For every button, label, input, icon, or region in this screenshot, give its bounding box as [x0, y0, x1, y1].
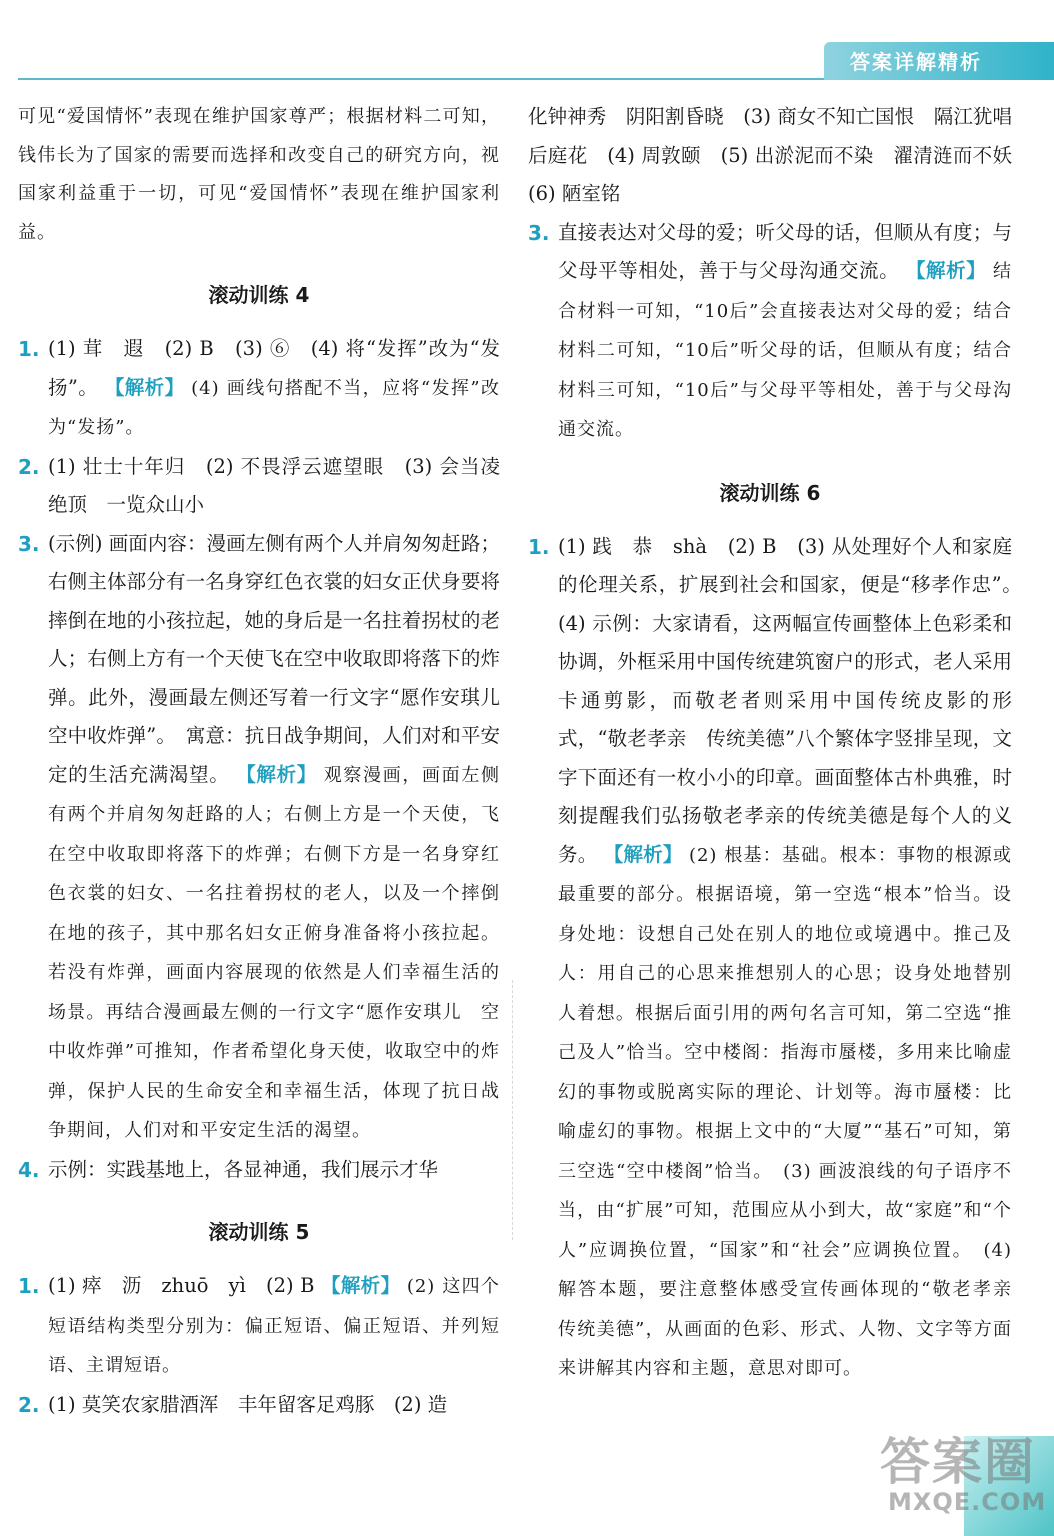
analysis-tag: 【解析】: [905, 259, 987, 282]
item-answer: (1) 莫笑农家腊酒浑 丰年留客足鸡豚 (2) 造: [48, 1392, 448, 1416]
watermark-logo: [870, 1420, 1050, 1530]
item-number: 3.: [528, 220, 550, 245]
analysis-text: 结合材料一可知，“10后”会直接表达对父母的爱；结合材料二可知，“10后”听父母的话，但顺从有度；结合材料三可知，“10后”与父母平等相处，善于与父母沟通交流。: [558, 261, 1012, 440]
answer-item: [18, 525, 520, 1151]
item-number: 3.: [18, 531, 40, 556]
analysis-tag: 【解析】: [321, 1274, 401, 1297]
item-answer: (示例) 画面内容：漫画左侧有两个人并肩匆匆赶路；右侧主体部分有一名身穿红色衣裳的妇女正伏身要将摔倒在地的小孩拉起，她的身后是一名拄着拐杖的老人；右侧上方有一个天使飞在空中收取即将落下的炸弹。此外，漫画最左侧还写着一行文字“愿作安琪儿 空中收炸弹”。 寓意：抗日战争期间，人们对和平安定的生活充满渴望。: [48, 531, 520, 786]
continued-answer: 化钟神秀 阴阳割昏晓 (3) 商女不知亡国恨 隔江犹唱后庭花 (4) 周敦颐 (5) 出淤泥而不染 濯清涟而不妖 (6) 陋室铭: [528, 105, 1032, 205]
analysis-tag: 【解析】: [603, 842, 683, 866]
answer-item: [18, 1386, 500, 1425]
analysis-text: (4) 画线句搭配不当，应将“发挥”改为“发扬”。: [48, 377, 500, 438]
item-answer: 示例：实践基地上，各显神通，我们展示才华: [48, 1157, 439, 1181]
analysis-text: 观察漫画，画面左侧有两个并肩匆匆赶路的人；右侧上方是一个天使，飞在空中收取即将落下的炸弹；右侧下方是一名身穿红色衣裳的妇女、一名拄着拐杖的老人，以及一个摔倒在地的孩子，其中那名妇女正俯身准备将小孩拉起。若没有炸弹，画面内容展现的依然是人们幸福生活的场景。再结合漫画最左侧的一行文字“愿作安琪儿 空中收炸弹”可推知，作者希望化身天使，收取空中的炸弹，保护人民的生命安全和幸福生活，体现了抗日战争期间，人们对和平安定生活的渴望。: [48, 764, 500, 1141]
header-tab: [824, 42, 1054, 80]
header-rule: [18, 78, 904, 80]
left-column: [18, 98, 520, 1424]
intro-paragraph: 可见“爱国情怀”表现在维护国家尊严；根据材料二可知，钱伟长为了国家的需要而选择和改变自己的研究方向，视国家利益重于一切，可见“爱国情怀”表现在维护国家利益。: [18, 106, 500, 243]
item-number: 1.: [528, 534, 550, 559]
answer-item: [18, 1151, 500, 1190]
answer-item: [18, 448, 500, 525]
section-title-6: 滚动训练 6: [719, 480, 821, 505]
section-title-4: 滚动训练 4: [208, 283, 310, 307]
column-divider: [512, 980, 513, 1240]
item-number: 2.: [18, 1392, 40, 1417]
analysis-tag: 【解析】: [104, 375, 185, 399]
item-answer: (1) 茸 遐 (2) B (3) ⑥ (4) 将“发挥”改为“发扬”。: [48, 337, 500, 399]
answer-item: [528, 528, 1032, 1389]
item-number: 2.: [18, 454, 40, 479]
item-answer: (1) 践 恭 shà (2) B (3) 从处理好个人和家庭的伦理关系，扩展到社会和国家，便是“移孝作忠”。 (4) 示例：大家请看，这两幅宣传画整体上色彩柔和协调，外框采用中国传统建筑窗户的形式，老人采用卡通剪影，而敬老者则采用中国传统皮影的形式，“敬老孝亲 传统美德”八个繁体字竖排呈现，文字下面还有一枚小小的印章。画面整体古朴典雅，时刻提醒我们弘扬敬老孝亲的传统美德是每个人的义务。: [558, 534, 1032, 866]
item-answer: 直接表达对父母的爱；听父母的话，但顺从有度；与父母平等相处，善于与父母沟通交流。: [558, 220, 1012, 282]
right-column: [528, 98, 1032, 1389]
section-title-5: 滚动训练 5: [208, 1220, 310, 1244]
analysis-tag: 【解析】: [236, 762, 317, 786]
item-answer: (1) 壮士十年归 (2) 不畏浮云遮望眼 (3) 会当凌绝顶 一览众山小: [48, 454, 500, 516]
analysis-text: (2) 这四个短语结构类型分别为：偏正短语、偏正短语、并列短语、主谓短语。: [48, 1276, 500, 1376]
answer-item: [18, 1267, 500, 1386]
answer-item: [18, 330, 500, 448]
watermark-url: MXQE.COM: [888, 1488, 1047, 1516]
watermark-glyphs: 答案圈: [880, 1433, 1036, 1491]
item-number: 1.: [18, 337, 40, 361]
item-answer: (1) 瘁 沥 zhuō yì (2) B: [48, 1274, 315, 1297]
item-number: 4.: [18, 1157, 40, 1182]
header-tab-label: 答案详解精析: [850, 50, 982, 74]
analysis-text: (2) 根基：基础。根本：事物的根源或最重要的部分。根据语境，第一空选“根本”恰当。设身处地：设想自己处在别人的地位或境遇中。推己及人：用自己的心思来推想别人的心思；设身处地替别人着想。根据后面引用的两句名言可知，第二空选“推己及人”恰当。空中楼阁：指海市蜃楼，多用来比喻虚幻的事物或脱离实际的理论、计划等。海市蜃楼：比喻虚幻的事物。根据上文中的“大厦”“基石”可知，第三空选“空中楼阁”恰当。 (3) 画波浪线的句子语序不当，由“扩展”可知，范围应从小到大，故“家庭”和“个人”应调换位置，“国家”和“社会”应调换位置。 (4) 解答本题，要注意整体感受宣传画体现的“敬老孝亲 传统美德”，从画面的色彩、形式、人物、文字等方面来讲解其内容和主题，意思对即可。: [558, 844, 1031, 1379]
answer-item: [528, 214, 1012, 450]
item-number: 1.: [18, 1274, 40, 1298]
